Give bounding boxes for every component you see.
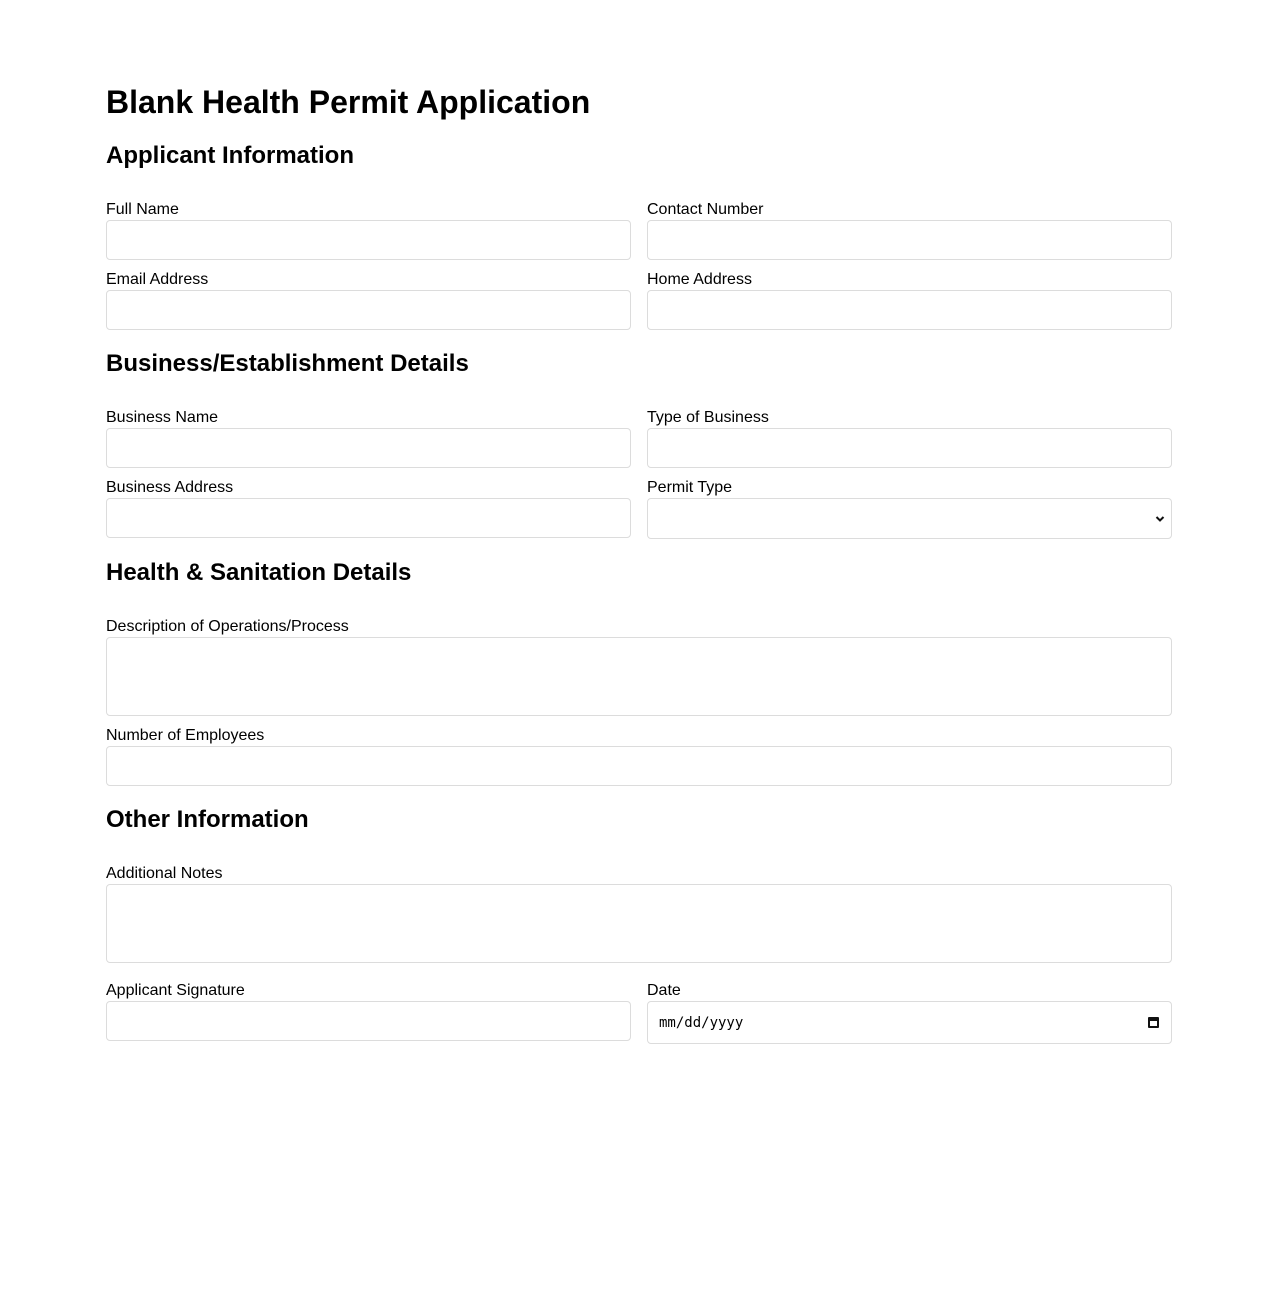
page-title: Blank Health Permit Application <box>106 84 591 120</box>
contact-number-label: Contact Number <box>647 201 764 218</box>
notes-textarea[interactable] <box>106 884 1172 963</box>
date-input[interactable] <box>647 1001 1172 1044</box>
chevron-down-icon <box>1155 515 1165 523</box>
signature-input[interactable] <box>106 1001 631 1041</box>
home-address-input[interactable] <box>647 290 1172 330</box>
section-heading-health: Health & Sanitation Details <box>106 559 412 586</box>
home-address-label: Home Address <box>647 271 752 288</box>
notes-label: Additional Notes <box>106 865 223 882</box>
description-textarea[interactable] <box>106 637 1172 716</box>
business-name-input[interactable] <box>106 428 631 468</box>
business-name-label: Business Name <box>106 409 219 426</box>
type-of-business-input[interactable] <box>647 428 1172 468</box>
permit-type-label: Permit Type <box>647 479 733 496</box>
description-label: Description of Operations/Process <box>106 618 349 635</box>
business-address-label: Business Address <box>106 479 234 496</box>
date-placeholder: mm/dd/yyyy <box>659 1014 744 1031</box>
full-name-input[interactable] <box>106 220 631 260</box>
full-name-label: Full Name <box>106 201 179 218</box>
signature-label: Applicant Signature <box>106 982 245 999</box>
employees-label: Number of Employees <box>106 727 265 744</box>
email-label: Email Address <box>106 271 209 288</box>
permit-type-select[interactable] <box>647 498 1172 539</box>
calendar-icon[interactable] <box>1148 1017 1159 1028</box>
date-label: Date <box>647 982 681 999</box>
business-address-input[interactable] <box>106 498 631 538</box>
section-heading-business: Business/Establishment Details <box>106 350 469 377</box>
email-input[interactable] <box>106 290 631 330</box>
type-of-business-label: Type of Business <box>647 409 769 426</box>
section-heading-applicant: Applicant Information <box>106 142 354 169</box>
employees-input[interactable] <box>106 746 1172 786</box>
section-heading-other: Other Information <box>106 806 309 833</box>
contact-number-input[interactable] <box>647 220 1172 260</box>
